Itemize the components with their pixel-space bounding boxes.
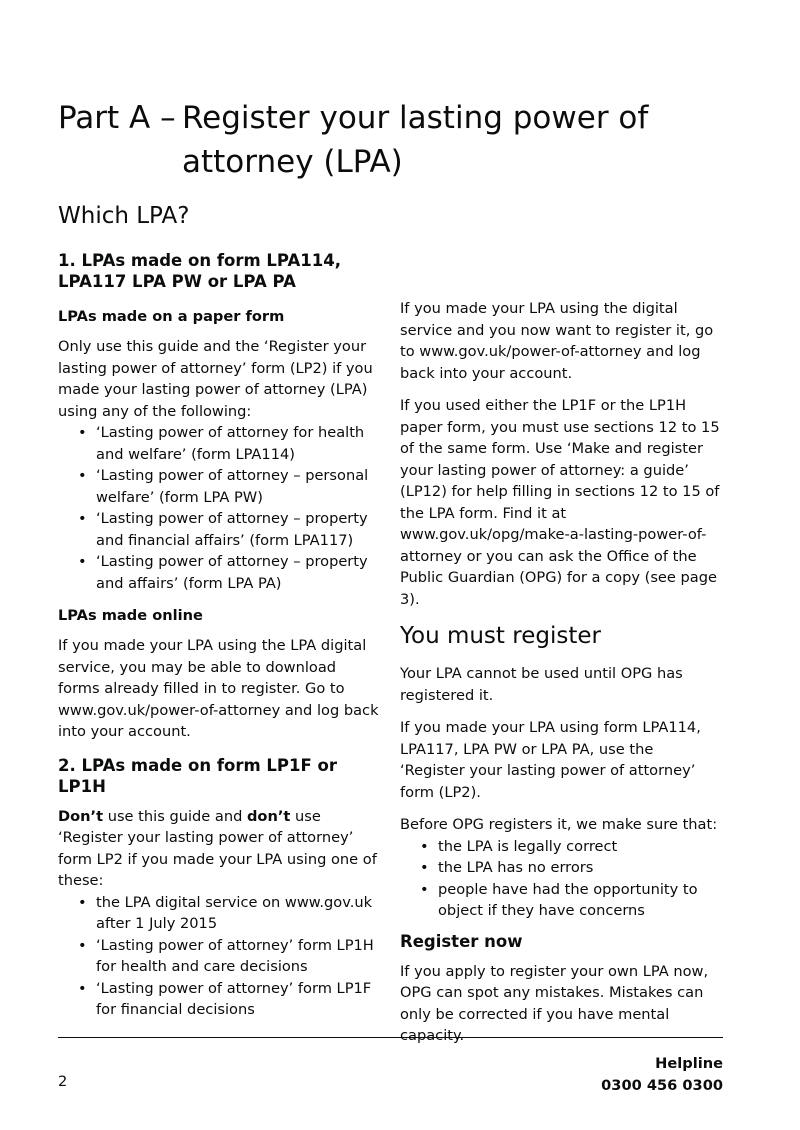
list-item: • ‘Lasting power of attorney – property and affairs’ (form LPA PA)	[58, 551, 380, 594]
paper-form-intro: Only use this guide and the ‘Register your lasting power of attorney’ form (LP2) if you made your lasting power of attorney (LPA) using any of the following:	[58, 338, 373, 420]
section1-heading: 1. LPAs made on form LPA114, LPA117 LPA PW or LPA PA	[58, 251, 341, 291]
title-line2: attorney (LPA)	[182, 144, 403, 180]
list-item: • ‘Lasting power of attorney – personal welfare’ (form LPA PW)	[58, 465, 380, 508]
list-item: • the LPA has no errors	[400, 857, 722, 879]
title-part: Part A –	[58, 100, 176, 136]
list-item: • ‘Lasting power of attorney – property and financial affairs’ (form LPA117)	[58, 508, 380, 551]
list-item: • ‘Lasting power of attorney for health and welfare’ (form LPA114)	[58, 422, 380, 465]
must-register-p2: If you made your LPA using form LPA114, LPA117, LPA PW or LPA PA, use the ‘Register your lasting power of attorney’ form (LP2).	[400, 719, 701, 801]
list-item: • the LPA digital service on www.gov.uk after 1 July 2015	[58, 892, 380, 935]
page-title	[58, 96, 758, 184]
dont-2: don’t	[246, 807, 291, 825]
right-column	[400, 298, 722, 1047]
must-register-heading: You must register	[400, 623, 601, 649]
must-register-p3: Before OPG registers it, we make sure that:	[400, 816, 718, 833]
which-lpa-heading: Which LPA?	[58, 203, 190, 229]
online-text: If you made your LPA using the LPA digital service, you may be able to download forms already filled in to register. Go to www.gov.uk/power-of-attorney and log back into your account.	[58, 637, 379, 740]
helpline-label: Helpline	[655, 1055, 723, 1072]
section2-heading: 2. LPAs made on form LP1F or LP1H	[58, 755, 337, 796]
footer-divider	[58, 1037, 723, 1038]
list-item: • ‘Lasting power of attorney’ form LP1F for financial decisions	[58, 978, 380, 1021]
paper-lp1-text: If you used either the LP1F or the LP1H paper form, you must use sections 12 to 15 of the same form. Use ‘Make and register your lasting power of attorney: a guide’ (LP12) for help filling in sections 12 to 15 of the LPA form. Find it at www.gov.uk/opg/make-a-lasting-power-of-attorney or you can ask the Office of the Public Guardian (OPG) for a copy (see page 3).	[400, 397, 720, 608]
paper-form-heading: LPAs made on a paper form	[58, 308, 285, 325]
title-line1: Register your lasting power of	[182, 100, 649, 136]
register-now-text: If you apply to register your own LPA now, OPG can spot any mistakes. Mistakes can only be corrected if you have mental capacity.	[400, 962, 709, 1044]
checks-list	[400, 836, 722, 922]
list-item: • the LPA is legally correct	[400, 836, 722, 858]
helpline-number: 0300 456 0300	[601, 1077, 723, 1094]
online-heading: LPAs made online	[58, 607, 203, 624]
register-now-heading: Register now	[400, 931, 523, 951]
left-column	[58, 250, 380, 1021]
dont-1: Don’t	[58, 807, 104, 825]
list-item: • ‘Lasting power of attorney’ form LP1H for health and care decisions	[58, 935, 380, 978]
section2-list	[58, 892, 380, 1021]
paper-form-list	[58, 422, 380, 594]
helpline	[601, 1053, 723, 1097]
list-item: • people have had the opportunity to object if they have concerns	[400, 879, 722, 922]
section2-intro: Don’t use this guide and don’t use ‘Register your lasting power of attorney’ form LP2 if you made your LPA using one of these:	[58, 807, 377, 889]
must-register-p1: Your LPA cannot be used until OPG has registered it.	[400, 665, 683, 704]
page-number: 2	[58, 1073, 68, 1090]
digital-service-text: If you made your LPA using the digital service and you now want to register it, go to www.gov.uk/power-of-attorney and log back into your account.	[400, 300, 714, 382]
